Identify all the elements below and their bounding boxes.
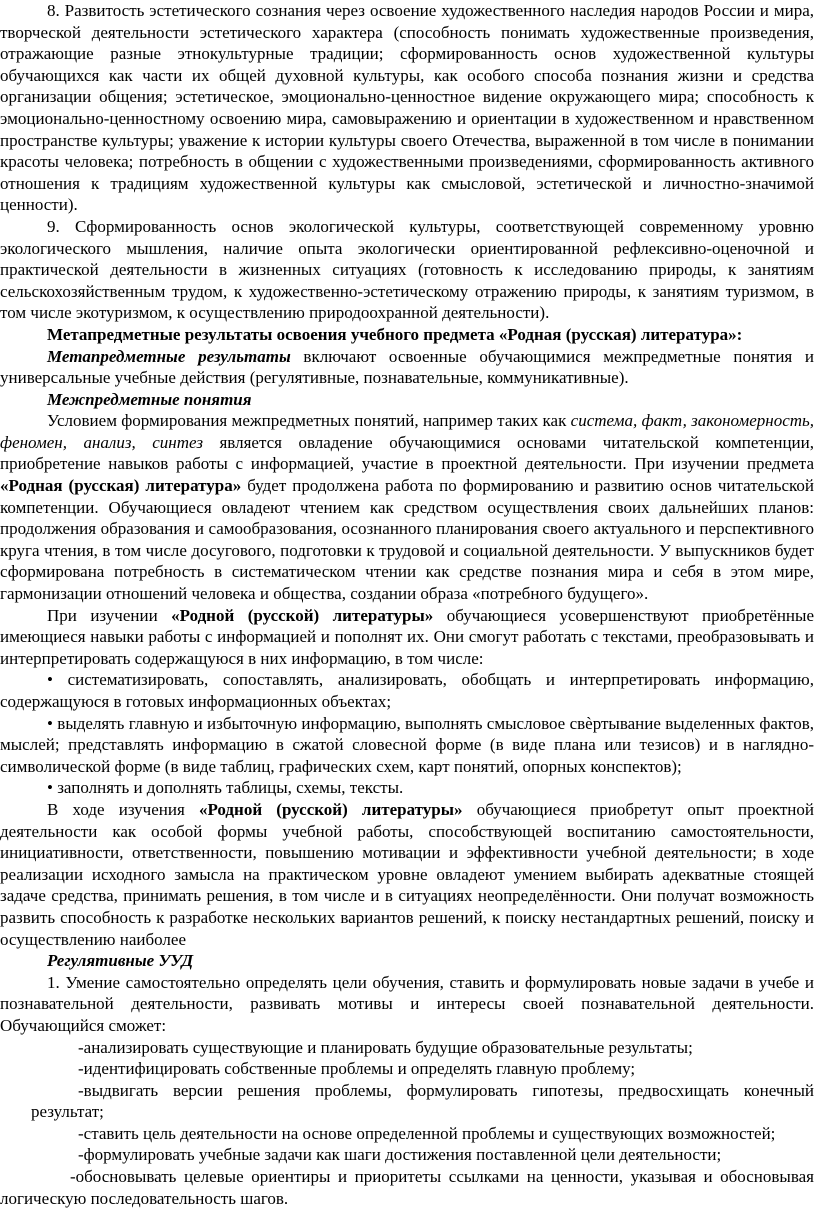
interdisciplinary-paragraph	[0, 410, 814, 604]
project-paragraph	[0, 799, 814, 950]
bullet-item: • систематизировать, сопоставлять, анализировать, обобщать и интерпретировать информацию, содержащуюся в готовых информационных объектах;	[0, 670, 814, 711]
regulatory-list-item: -выдвигать версии решения проблемы, формулировать гипотезы, предвосхищать конечный результат;	[31, 1080, 814, 1122]
metasubject-intro-text: включают освоенные обучающимися межпредметные понятия и универсальные учебные действия (регулятивные, познавательные, коммуникативные).	[0, 346, 815, 388]
regulatory-paragraph-1: 1. Умение самостоятельно определять цели обучения, ставить и формулировать новые задачи в учебе и познавательной деятельности, развивать мотивы и интересы своей познавательной деятельности. Обучающийся сможет:	[0, 972, 814, 1035]
bullet-item: • заполнять и дополнять таблицы, схемы, тексты.	[47, 778, 404, 798]
interdisciplinary-text-b: является овладение обучающимися основами читательской компетенции, приобретение навыков работы с информацией, участие в проектной деятельности. При изучении предмета	[0, 432, 814, 474]
section-heading-metasubject: Метапредметные результаты освоения учебного предмета «Родная (русская) литература»:	[47, 324, 743, 344]
section-heading-interdisciplinary: Межпредметные понятия	[47, 389, 252, 409]
study-text-a: При изучении	[47, 605, 172, 625]
regulatory-list-item: -формулировать учебные задачи как шаги достижения поставленной цели деятельности;	[78, 1145, 722, 1165]
section-heading-regulatory: Регулятивные УУД	[47, 951, 194, 971]
paragraph-item-8: 8. Развитость эстетического сознания через освоение художественного наследия народов России и мира, творческой деятельности эстетического характера (способность понимать художественные произведения, отражающие разные этнокультурные традиции; сформированность основ художественной культуры обучающихся как части их общей духовной культуры, как особого способа познания жизни и средства организации общения; эстетическое, эмоционально-ценностное видение окружающего мира; способность к эмоционально-ценностному освоению мира, самовыражению и ориентации в художественном и нравственном пространстве культуры; уважение к истории культуры своего Отечества, выраженной в том числе в понимании красоты человека; потребность в общении с художественными произведениями, сформированность активного отношения к традициям художественной культуры как смысловой, эстетической и личностно-значимой ценности).	[0, 1, 814, 215]
regulatory-list-item: -обосновывать целевые ориентиры и приоритеты ссылками на ценности, указывая и обосновывая логическую последовательность шагов.	[0, 1167, 814, 1208]
project-text-a: В ходе изучения	[47, 799, 199, 819]
regulatory-list-item: -идентифицировать собственные проблемы и определять главную проблему;	[78, 1059, 636, 1079]
project-text-b: обучающиеся приобретут опыт проектной деятельности как особой формы учебной работы, способствующей воспитанию самостоятельности, инициативности, ответственности, повышению мотивации и эффективности учебной деятельности; в ходе реализации исходного замысла на практическом уровне овладеют умением выбирать адекватные стоящей задаче средства, принимать решения, в том числе и в ситуациях неопределённости. Они получат возможность развить способность к разработке нескольких вариантов решений, к поиску нестандартных решений, поиску и осуществлению наиболее	[0, 799, 814, 949]
metasubject-intro-paragraph	[0, 346, 814, 389]
regulatory-list-item: -ставить цель деятельности на основе определенной проблемы и существующих возможностей;	[78, 1123, 776, 1143]
bullet-item: • выделять главную и избыточную информацию, выполнять смысловое свѐртывание выделенных фактов, мыслей; представлять информацию в сжатой словесной форме (в виде плана или тезисов) и в наглядно-символической форме (в виде таблиц, графических схем, карт понятий, опорных конспектов);	[0, 713, 814, 776]
paragraph-item-9: 9. Сформированность основ экологической культуры, соответствующей современному уровню экологического мышления, наличие опыта экологически ориентированной рефлексивно-оценочной и практической деятельности в жизненных ситуациях (готовность к исследованию природы, к занятиям сельскохозяйственным трудом, к художественно-эстетическому отражению природы, к занятиям туризмом, в том числе экотуризмом, к осуществлению природоохранной деятельности).	[0, 216, 814, 323]
interdisciplinary-concepts: система, факт, закономерность, феномен, анализ, синтез	[0, 411, 815, 452]
study-text-b: обучающиеся усовершенствуют приобретённые имеющиеся навыки работы с информацией и пополнят их. Они смогут работать с текстами, преобразовывать и интерпретировать содержащуюся в них информацию, в том числе:	[0, 605, 814, 668]
study-paragraph	[0, 605, 814, 670]
metasubject-intro-lead: Метапредметные результаты	[47, 346, 291, 366]
regulatory-list-item: -анализировать существующие и планировать будущие образовательные результаты;	[78, 1037, 693, 1057]
subject-name-bold: «Родная (русская) литература»	[0, 476, 242, 496]
project-subject-bold: «Родной (русской) литературы»	[198, 799, 463, 819]
study-subject-bold: «Родной (русской) литературы»	[171, 605, 434, 625]
interdisciplinary-text-c: будет продолжена работа по формированию и развитию основ читательской компетенции. Обучающиеся овладеют чтением как средством осуществления своих дальнейших планов: продолжения образования и самообразования, осознанного планирования своего актуального и перспективного круга чтения, в том числе досугового, подготовки к трудовой и социальной деятельности. У выпускников будет сформирована потребность в систематическом чтении как средстве познания мира и себя в этом мире, гармонизации отношений человека и общества, создании образа «потребного будущего».	[0, 476, 814, 604]
interdisciplinary-text-a: Условием формирования межпредметных понятий, например таких как	[47, 411, 571, 431]
